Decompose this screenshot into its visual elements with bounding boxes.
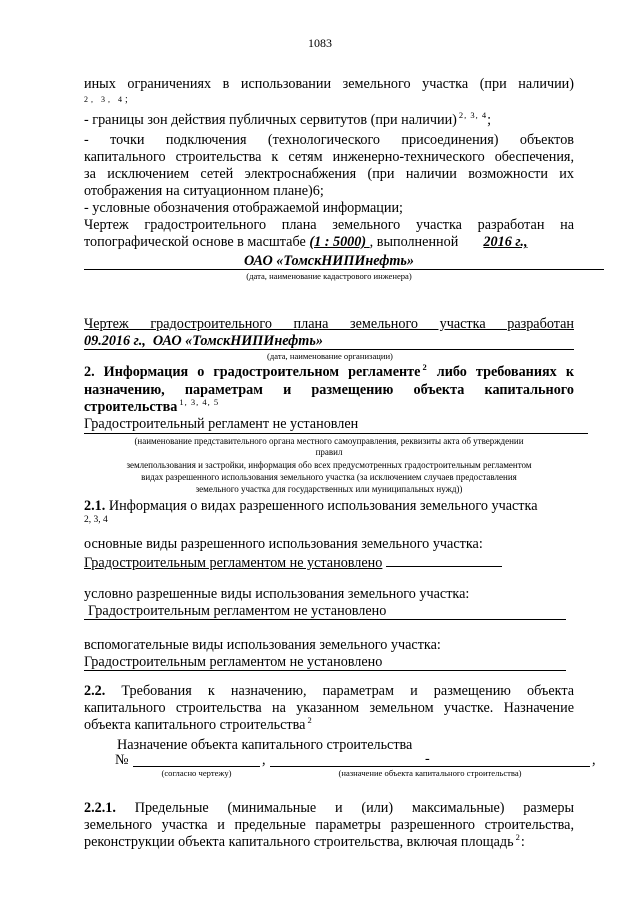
section-2-1-title: 2.1. Информация о видах разрешенного использования земельного участка — [84, 498, 538, 514]
text-line-4: капитального строительства к сетям инженерно-технического обеспечения, — [84, 149, 574, 165]
surveyor-name: ОАО «ТомскНИПИнефть» — [243, 253, 415, 269]
text-line-5: за исключением сетей электроснабжения (при наличии возможности их — [84, 166, 574, 182]
section-2-2-1-line-2: земельного участка и предельные параметры разрешенного строительства, — [84, 817, 574, 833]
main-uses-value: Градостроительным регламентом не установлено — [84, 553, 574, 572]
text-line-3: - точки подключения (технологического присоединения) объектов — [84, 132, 574, 148]
caption-2b: правил — [315, 447, 343, 457]
aux-uses-label: вспомогательные виды использования земельного участка: — [84, 637, 441, 653]
page-number: 1083 — [308, 36, 332, 50]
caption-2c: землепользования и застройки, информация обо всех предусмотренных градостроительным регламентом — [126, 460, 532, 470]
comma-2: , — [592, 752, 596, 768]
conditional-uses-underline — [84, 619, 566, 620]
conditional-uses-label: условно разрешенные виды использования земельного участка: — [84, 586, 470, 602]
caption-2e: земельного участка для государственных или муниципальных нужд)) — [195, 484, 463, 494]
caption-2a: (наименование представительного органа местного самоуправления, реквизиты акта об утверждении — [134, 436, 524, 446]
section-2-2-line-2: капитального строительства на указанном земельном участке. Назначение — [84, 700, 574, 716]
section-2-value: Градостроительный регламент не установлен — [84, 416, 359, 432]
text-line-1: иных ограничениях в использовании земельного участка (при наличии) — [84, 76, 574, 92]
caption-per-drawing: (согласно чертежу) — [161, 768, 232, 778]
surveyor-underline — [84, 269, 604, 270]
caption-2d: видах разрешенного использования земельного участка (за исключением случаев предоставления — [141, 472, 517, 482]
object-number-field: № — [115, 752, 129, 768]
section-2-1-sup: 2, 3, 4 — [84, 515, 108, 525]
text-line-2: - границы зон действия публичных сервитутов (при наличии) $^{2, 3, 4}$; — [84, 110, 492, 128]
comma-1: , — [262, 752, 266, 768]
text-line-11: Чертеж градостроительного плана земельного участка разработан — [84, 316, 574, 332]
survey-year: 2016 г., — [483, 234, 528, 250]
section-2-2-line-3: объекта капитального строительства $^2$ — [84, 715, 313, 733]
section-2-2-1-line-1: 2.2.1. Предельные (минимальные и (или) максимальные) размеры — [84, 800, 574, 816]
caption-org: (дата, наименование организации) — [267, 351, 393, 361]
aux-uses-value: Градостроительным регламентом не установлено — [84, 654, 383, 670]
section-2-2-line-4: Назначение объекта капитального строительства — [117, 737, 413, 753]
org-underline — [84, 349, 574, 350]
caption-object-purpose: (назначение объекта капитального строительства) — [338, 768, 522, 778]
section-2-heading-2: назначению, параметрам и размещению объекта капитального — [84, 382, 574, 398]
section-2-2-1-line-3: реконструкции объекта капитального строительства, включая площадь $^2$: — [84, 832, 525, 850]
text-line-12: 09.2016 г., ОАО «ТомскНИПИнефть» — [84, 333, 323, 349]
text-line-8: Чертеж градостроительного плана земельного участка разработан на — [84, 217, 574, 233]
purpose-dash: - — [425, 751, 430, 767]
section-2-underline — [84, 433, 588, 434]
text-line-9: топографической основе в масштабе (1 : 5000) , выполненной 2016 г., — [84, 234, 574, 251]
section-2-2-line-1: 2.2. Требования к назначению, параметрам и размещению объекта — [84, 683, 574, 699]
text-line-1-cont: 2, 3, 4; — [84, 94, 128, 105]
conditional-uses-value: Градостроительным регламентом не установлено — [88, 603, 387, 619]
section-2-heading-1: 2. Информация о градостроительном регламенте $^2$ либо требованиях к — [84, 362, 574, 380]
number-underline — [133, 766, 260, 767]
text-line-7: - условные обозначения отображаемой информации; — [84, 200, 404, 216]
caption-surveyor: (дата, наименование кадастрового инженера) — [246, 271, 412, 281]
main-uses-label: основные виды разрешенного использования земельного участка: — [84, 536, 483, 552]
aux-uses-underline — [84, 670, 566, 671]
text-line-6: отображения на ситуационном плане)6; — [84, 183, 324, 199]
section-2-heading-3: строительства $^{1, 3, 4, 5}$ — [84, 397, 220, 415]
